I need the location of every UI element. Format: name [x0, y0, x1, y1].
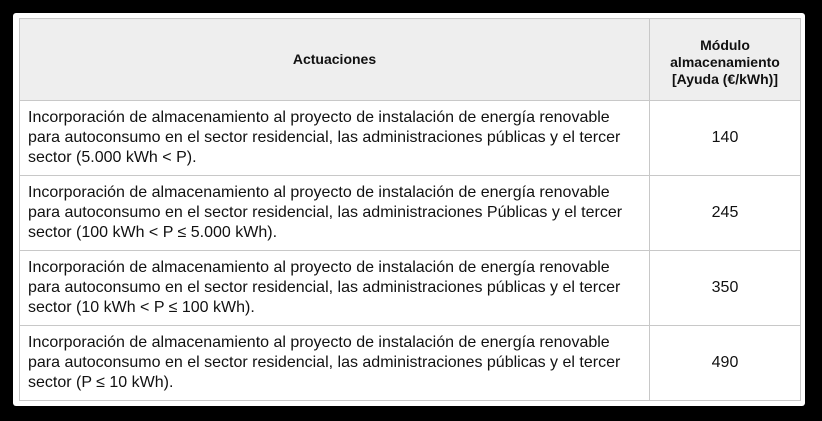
table-row — [20, 176, 801, 251]
row-description: Incorporación de almacenamiento al proyecto de instalación de energía renovable para autoconsumo en el sector residencial, las administraciones públicas y el tercer sector (P ≤ 10 kWh). — [20, 326, 650, 401]
row-aid-value: 245 — [650, 176, 801, 251]
header-modulo-line-2: almacenamiento — [670, 54, 780, 70]
table-header-row — [20, 19, 801, 101]
header-modulo-almacenamiento — [650, 19, 801, 101]
table-row — [20, 326, 801, 401]
table-row — [20, 101, 801, 176]
header-modulo-line-3: [Ayuda (€/kWh)] — [671, 71, 779, 87]
document-panel — [13, 13, 805, 406]
row-aid-value: 140 — [650, 101, 801, 176]
row-description: Incorporación de almacenamiento al proyecto de instalación de energía renovable para autoconsumo en el sector residencial, las administraciones públicas y el tercer sector (5.000 kWh < P). — [20, 101, 650, 176]
row-aid-value: 350 — [650, 251, 801, 326]
aid-table — [19, 18, 801, 401]
header-actuaciones: Actuaciones — [20, 19, 650, 101]
header-modulo-line-1: Módulo — [700, 37, 750, 53]
row-description: Incorporación de almacenamiento al proyecto de instalación de energía renovable para autoconsumo en el sector residencial, las administraciones Públicas y el tercer sector (100 kWh < P ≤ 5.000 kWh). — [20, 176, 650, 251]
row-description: Incorporación de almacenamiento al proyecto de instalación de energía renovable para autoconsumo en el sector residencial, las administraciones públicas y el tercer sector (10 kWh < P ≤ 100 kWh). — [20, 251, 650, 326]
row-aid-value: 490 — [650, 326, 801, 401]
table-row — [20, 251, 801, 326]
